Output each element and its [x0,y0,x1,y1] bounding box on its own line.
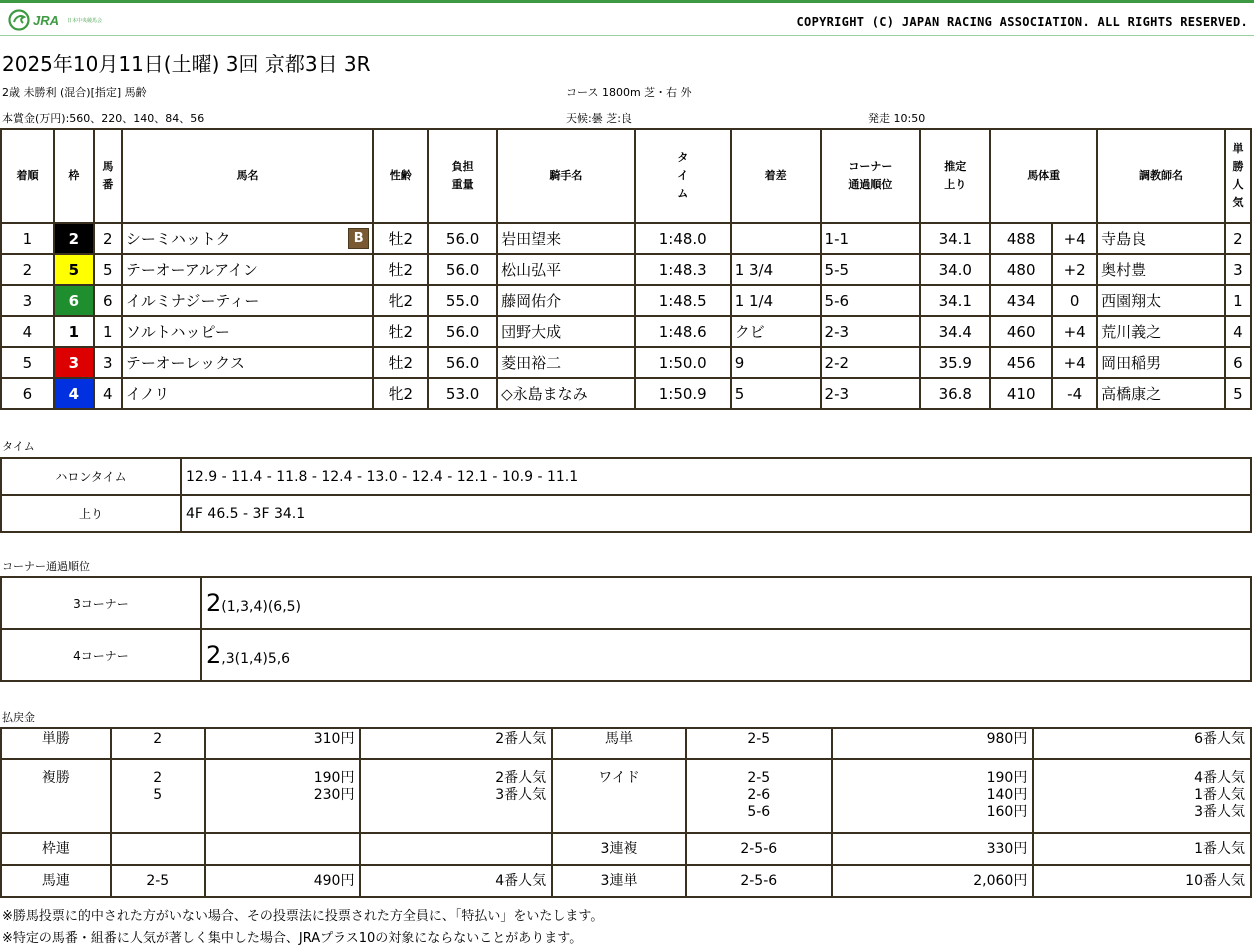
corner4-lead: 2 [206,641,222,669]
horse-name[interactable]: テーオーアルアイン [125,261,258,279]
horse-name[interactable]: シーミハットク [125,230,231,248]
tansho-label: 単勝 [1,728,111,759]
body-weight-cell: 460 [990,316,1052,347]
blinker-badge-icon: B [348,228,369,249]
sex-age-cell: 牝2 [373,285,428,316]
umatan-label: 馬単 [552,728,686,759]
waku-cell: 2 [54,223,94,254]
horse-number-cell: 2 [94,223,122,254]
horse-name-cell[interactable] [122,254,373,285]
trifecta-pay: 2,060円 [832,865,1034,897]
results-body [1,223,1251,409]
trainer-cell[interactable]: 高橋康之 [1097,378,1225,409]
time-cell: 1:48.3 [635,254,731,285]
corner3-row [1,577,1251,629]
corner-cell: 1-1 [821,223,921,254]
last-3f-cell: 36.8 [920,378,990,409]
body-weight-cell: 410 [990,378,1052,409]
body-weight-diff-cell: +2 [1052,254,1097,285]
body-weight-cell: 480 [990,254,1052,285]
fukusho-label: 複勝 [1,759,111,833]
waku-cell: 4 [54,378,94,409]
fukusho-pop-1: 2番人気 [495,770,547,786]
umaren-num: 2-5 [111,865,205,897]
margin-cell: 9 [731,347,821,378]
time-section-label: タイム [2,440,35,453]
popularity-cell: 5 [1225,378,1251,409]
sex-age-cell: 牡2 [373,254,428,285]
header-corner: コーナー 通過順位 [821,129,921,223]
result-row [1,223,1251,254]
corner3-label: 3コーナー [1,577,201,629]
rank-cell: 4 [1,316,54,347]
header-margin: 着差 [731,129,821,223]
margin-cell [731,223,821,254]
trainer-cell[interactable]: 寺島良 [1097,223,1225,254]
top-bar [0,0,1254,36]
fukusho-pops [360,759,552,833]
wakuren-pay [205,833,361,865]
last-time-row [1,495,1251,532]
horse-name-cell[interactable] [122,285,373,316]
jockey-cell[interactable]: ◇永島まなみ [497,378,635,409]
header-num: 馬 番 [94,129,122,223]
corner-cell: 2-3 [821,378,921,409]
furlong-value: 12.9 - 11.4 - 11.8 - 12.4 - 13.0 - 12.4 - 12.1 - 10.9 - 11.1 [181,458,1251,495]
sex-age-cell: 牡2 [373,223,428,254]
results-table [0,128,1252,410]
horse-name[interactable]: イノリ [125,385,170,403]
payout-row-wakuren [1,833,1251,865]
jockey-cell[interactable]: 松山弘平 [497,254,635,285]
horse-name-cell[interactable] [122,316,373,347]
last-3f-cell: 34.0 [920,254,990,285]
margin-cell: 5 [731,378,821,409]
body-weight-diff-cell: +4 [1052,347,1097,378]
sex-age-cell: 牝2 [373,378,428,409]
sex-age-cell: 牡2 [373,316,428,347]
result-row [1,378,1251,409]
wide-nums [686,759,832,833]
race-prize: 本賞金(万円):560、220、140、84、56 [2,112,205,125]
horse-number-cell: 5 [94,254,122,285]
note-jra-plus10: ※特定の馬番・組番に人気が著しく集中した場合、JRAプラス10の対象にならないことがあります。 [2,931,583,946]
time-cell: 1:48.6 [635,316,731,347]
wide-pops [1033,759,1251,833]
wide-pop-3: 3番人気 [1194,804,1245,820]
rank-cell: 6 [1,378,54,409]
tansho-num: 2 [111,728,205,759]
result-row [1,285,1251,316]
horse-name[interactable]: ソルトハッピー [125,323,230,341]
body-weight-cell: 434 [990,285,1052,316]
weight-cell: 55.0 [428,285,497,316]
umatan-pay: 980円 [832,728,1034,759]
body-weight-diff-cell: +4 [1052,316,1097,347]
weight-cell: 56.0 [428,347,497,378]
wide-num-1: 2-5 [747,770,771,786]
sex-age-cell: 牡2 [373,347,428,378]
corner4-value [201,629,1251,681]
popularity-cell: 2 [1225,223,1251,254]
payout-row-tansho [1,728,1251,759]
payout-section-label: 払戻金 [2,711,35,724]
jra-logo[interactable] [8,9,102,31]
wide-label: ワイド [552,759,686,833]
last-3f-cell: 34.1 [920,285,990,316]
wide-pay-2: 140円 [986,787,1028,803]
header-trainer: 調教師名 [1097,129,1225,223]
weight-cell: 56.0 [428,223,497,254]
wakuren-label: 枠連 [1,833,111,865]
last-time-label: 上り [1,495,181,532]
jra-horse-icon [8,9,30,31]
body-weight-cell: 456 [990,347,1052,378]
header-jockey: 騎手名 [497,129,635,223]
rank-cell: 3 [1,285,54,316]
rank-cell: 5 [1,347,54,378]
umatan-num: 2-5 [686,728,832,759]
fukusho-num-1: 2 [153,770,163,786]
wide-pay-3: 160円 [986,804,1028,820]
rank-cell: 1 [1,223,54,254]
race-course: コース 1800m 芝・右 外 [566,86,692,99]
popularity-cell: 1 [1225,285,1251,316]
header-pop: 単 勝 人 気 [1225,129,1251,223]
furlong-label: ハロンタイム [1,458,181,495]
horse-name-cell[interactable] [122,378,373,409]
fukusho-num-2: 5 [153,787,163,803]
corner3-lead: 2 [206,589,222,617]
wide-pop-2: 1番人気 [1194,787,1245,803]
fukusho-pay-2: 230円 [313,787,355,803]
trifecta-num: 2-5-6 [686,865,832,897]
wakuren-num [111,833,205,865]
tansho-pay: 310円 [205,728,361,759]
waku-cell: 6 [54,285,94,316]
result-row [1,254,1251,285]
corner-cell: 5-5 [821,254,921,285]
payout-row-fukusho [1,759,1251,833]
horse-name-cell[interactable] [122,347,373,378]
waku-cell: 3 [54,347,94,378]
horse-number-cell: 3 [94,347,122,378]
popularity-cell: 3 [1225,254,1251,285]
header-body: 馬体重 [990,129,1097,223]
race-category: 2歳 未勝利 (混合)[指定] 馬齢 [2,86,147,99]
results-header-row [1,129,1251,223]
horse-name[interactable]: テーオーレックス [125,354,245,372]
margin-cell: 1 1/4 [731,285,821,316]
jockey-cell[interactable]: 団野大成 [497,316,635,347]
horse-name[interactable]: イルミナジーティー [125,292,260,310]
header-sexage: 性齢 [373,129,428,223]
corner4-rest: ,3(1,4)5,6 [221,651,291,667]
result-row [1,347,1251,378]
payout-row-umaren [1,865,1251,897]
trainer-cell[interactable]: 荒川義之 [1097,316,1225,347]
wide-pay-1: 190円 [986,770,1028,786]
weight-cell: 56.0 [428,254,497,285]
trainer-cell[interactable]: 奥村豊 [1097,254,1225,285]
body-weight-diff-cell: +4 [1052,223,1097,254]
jockey-cell[interactable]: 岩田望来 [497,223,635,254]
trifecta-pop: 10番人気 [1033,865,1251,897]
horse-number-cell: 6 [94,285,122,316]
margin-cell: クビ [731,316,821,347]
corner4-row [1,629,1251,681]
header-last: 推定 上り [920,129,990,223]
corner3-value [201,577,1251,629]
time-cell: 1:50.9 [635,378,731,409]
wide-pop-1: 4番人気 [1194,770,1245,786]
wakuren-pop [360,833,552,865]
header-waku: 枠 [54,129,94,223]
fukusho-pay-1: 190円 [313,770,355,786]
race-condition: 天候:曇 芝:良 [566,112,632,125]
trainer-cell[interactable]: 西園翔太 [1097,285,1225,316]
corner-table [0,576,1252,682]
header-weight: 負担 重量 [428,129,497,223]
umaren-pay: 490円 [205,865,361,897]
waku-cell: 5 [54,254,94,285]
header-horse: 馬名 [122,129,373,223]
last-3f-cell: 35.9 [920,347,990,378]
horse-name-cell[interactable] [122,223,373,254]
jockey-cell[interactable]: 菱田裕二 [497,347,635,378]
last-3f-cell: 34.1 [920,223,990,254]
header-time: タ イ ム [635,129,731,223]
time-table [0,457,1252,533]
popularity-cell: 4 [1225,316,1251,347]
fukusho-pop-2: 3番人気 [495,787,547,803]
wide-num-3: 5-6 [747,804,771,820]
popularity-cell: 6 [1225,347,1251,378]
corner4-label: 4コーナー [1,629,201,681]
logo-text: JRA [33,12,60,28]
trio-pop: 1番人気 [1033,833,1251,865]
horse-number-cell: 1 [94,316,122,347]
race-start-time: 発走 10:50 [868,112,926,125]
trainer-cell[interactable]: 岡田稲男 [1097,347,1225,378]
wide-num-2: 2-6 [747,787,771,803]
margin-cell: 1 3/4 [731,254,821,285]
weight-cell: 53.0 [428,378,497,409]
corner3-rest: (1,3,4)(6,5) [221,599,302,615]
jockey-cell[interactable]: 藤岡佑介 [497,285,635,316]
note-special-payout: ※勝馬投票に的中された方がいない場合、その投票法に投票された方全員に、「特払い」をいたします。 [2,909,604,924]
corner-cell: 5-6 [821,285,921,316]
body-weight-diff-cell: -4 [1052,378,1097,409]
fukusho-pays [205,759,361,833]
corner-cell: 2-3 [821,316,921,347]
furlong-row [1,458,1251,495]
umaren-pop: 4番人気 [360,865,552,897]
trifecta-label: 3連単 [552,865,686,897]
logo-subtext: 日本中央競馬会 [67,17,103,24]
body-weight-cell: 488 [990,223,1052,254]
umaren-label: 馬連 [1,865,111,897]
trio-pay: 330円 [832,833,1034,865]
trio-label: 3連複 [552,833,686,865]
time-cell: 1:48.0 [635,223,731,254]
rank-cell: 2 [1,254,54,285]
wide-pays [832,759,1034,833]
race-title: 2025年10月11日(土曜) 3回 京都3日 3R [2,52,371,76]
copyright-notice: COPYRIGHT (C) JAPAN RACING ASSOCIATION. ALL RIGHTS RESERVED. [796,15,1248,29]
header-rank: 着順 [1,129,54,223]
tansho-pop: 2番人気 [360,728,552,759]
result-row [1,316,1251,347]
corner-section-label: コーナー通過順位 [2,560,90,573]
horse-number-cell: 4 [94,378,122,409]
weight-cell: 56.0 [428,316,497,347]
last-3f-cell: 34.4 [920,316,990,347]
fukusho-nums [111,759,205,833]
corner-cell: 2-2 [821,347,921,378]
umatan-pop: 6番人気 [1033,728,1251,759]
trio-num: 2-5-6 [686,833,832,865]
last-time-value: 4F 46.5 - 3F 34.1 [181,495,1251,532]
time-cell: 1:48.5 [635,285,731,316]
time-cell: 1:50.0 [635,347,731,378]
payout-table [0,727,1252,898]
body-weight-diff-cell: 0 [1052,285,1097,316]
waku-cell: 1 [54,316,94,347]
